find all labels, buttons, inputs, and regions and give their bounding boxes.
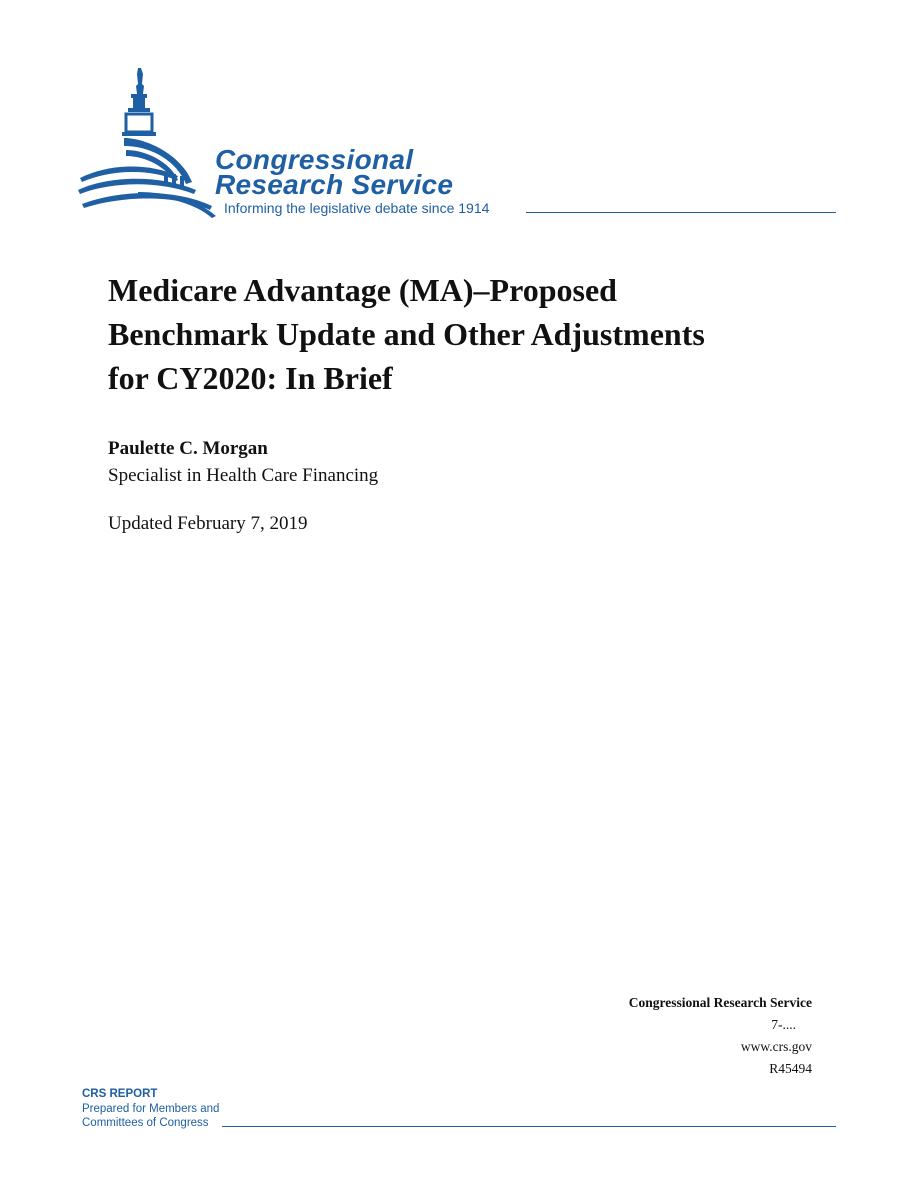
crs-website-link[interactable]: www.crs.gov [740, 1039, 812, 1054]
report-id: R45494 [769, 1061, 812, 1076]
brand-tagline: Informing the legislative debate since 1914 [224, 200, 490, 216]
report-audience-line1: Prepared for Members and [82, 1103, 220, 1115]
brand-name-line2: Research Service [215, 169, 454, 200]
footer-rule [222, 1126, 836, 1127]
document-title [108, 268, 828, 400]
crs-logo [78, 64, 838, 224]
crs-report-footer [82, 1088, 836, 1138]
title-line-3: for CY2020: In Brief [108, 360, 393, 396]
author-title: Specialist in Health Care Financing [108, 465, 379, 486]
crs-org-name: Congressional Research Service [628, 995, 812, 1010]
crs-info-block [629, 992, 812, 1080]
title-line-1: Medicare Advantage (MA)–Proposed [108, 272, 617, 308]
report-audience-line2: Committees of Congress [82, 1117, 209, 1129]
brand-name-line1: Congressional [215, 144, 414, 175]
header-rule [526, 212, 836, 213]
capitol-dome-icon [78, 64, 218, 220]
updated-date: Updated February 7, 2019 [108, 513, 308, 534]
title-line-2: Benchmark Update and Other Adjustments [108, 316, 705, 352]
author-name: Paulette C. Morgan [108, 438, 268, 459]
crs-number: 7-.... [771, 1017, 796, 1032]
report-label: CRS REPORT [82, 1088, 158, 1100]
